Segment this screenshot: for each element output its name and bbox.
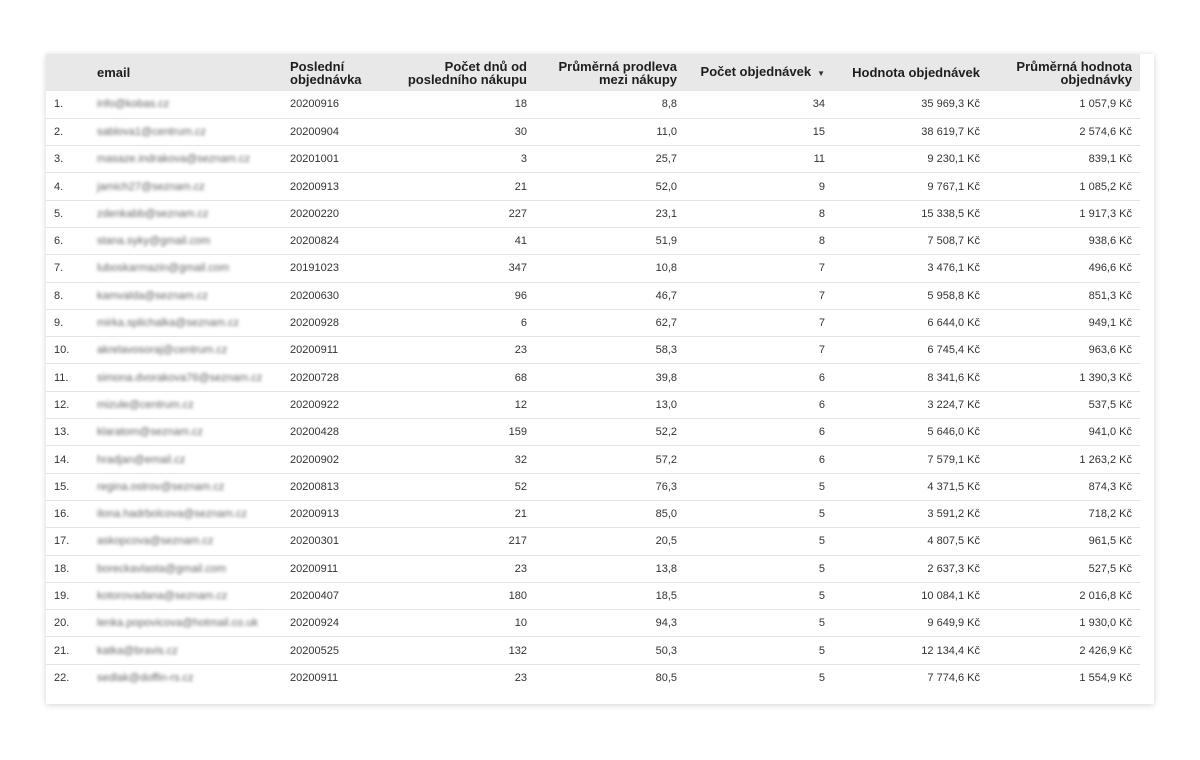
row-index: 16.	[54, 508, 70, 521]
row-index: 9.	[54, 317, 64, 330]
order-count-cell: 34	[812, 98, 825, 111]
order-value-cell: 8 341,6 Kč	[927, 371, 980, 384]
days-since-cell: 132	[508, 644, 527, 657]
avg-order-value-cell: 961,5 Kč	[1088, 535, 1132, 548]
avg-delay-cell: 94,3	[655, 617, 677, 630]
order-count-cell: 6	[818, 453, 825, 466]
order-value-cell: 9 230,1 Kč	[927, 153, 980, 166]
email-cell: simona.dvorakova76@seznam.cz	[97, 371, 263, 384]
header-index	[46, 54, 89, 91]
table-row[interactable]	[46, 255, 1140, 282]
last-order-cell: 20200924	[290, 617, 339, 630]
table-row[interactable]	[46, 200, 1140, 227]
order-value-cell: 5 958,8 Kč	[927, 289, 980, 302]
email-cell: ilona.hadrbolcova@seznam.cz	[97, 508, 247, 521]
avg-delay-cell: 76,3	[655, 480, 677, 493]
table-row[interactable]	[46, 118, 1140, 145]
email-cell: sedlak@doffin-rs.cz	[97, 672, 194, 685]
header-days-since-last-purchase[interactable]: Počet dnů od posledního nákupu	[407, 58, 527, 87]
table-header-row	[46, 54, 1140, 91]
avg-delay-cell: 85,0	[655, 508, 677, 521]
avg-order-value-cell: 1 917,3 Kč	[1079, 207, 1132, 220]
row-index: 13.	[54, 426, 70, 439]
order-count-cell: 7	[818, 289, 825, 302]
order-count-cell: 6	[818, 398, 825, 411]
header-avg-order-value[interactable]: Průměrná hodnota objednávky	[1016, 58, 1132, 87]
email-cell: regina.ostrov@seznam.cz	[97, 480, 225, 493]
header-avg-delay[interactable]: Průměrná prodleva mezi nákupy	[558, 58, 677, 87]
avg-delay-cell: 20,5	[655, 535, 677, 548]
days-since-cell: 96	[514, 289, 527, 302]
avg-order-value-cell: 1 390,3 Kč	[1079, 371, 1132, 384]
row-index: 18.	[54, 562, 70, 575]
order-count-cell: 5	[818, 508, 825, 521]
days-since-cell: 23	[514, 562, 527, 575]
table-row[interactable]	[46, 309, 1140, 336]
order-count-cell: 5	[818, 589, 825, 602]
order-value-cell: 3 476,1 Kč	[927, 262, 980, 275]
avg-delay-cell: 62,7	[655, 317, 677, 330]
days-since-cell: 30	[514, 125, 527, 138]
avg-order-value-cell: 1 930,0 Kč	[1079, 617, 1132, 630]
email-cell: info@kobas.cz	[97, 98, 170, 111]
email-cell: hradjan@email.cz	[97, 453, 186, 466]
avg-delay-cell: 46,7	[655, 289, 677, 302]
table-row[interactable]	[46, 446, 1140, 473]
email-cell: stana.syky@gmail.com	[97, 235, 211, 248]
avg-delay-cell: 52,2	[655, 426, 677, 439]
last-order-cell: 20191023	[290, 262, 339, 275]
table-row[interactable]	[46, 282, 1140, 309]
avg-order-value-cell: 2 426,9 Kč	[1079, 644, 1132, 657]
table-row[interactable]	[46, 364, 1140, 391]
header-email[interactable]: email	[97, 65, 131, 80]
avg-delay-cell: 52,0	[655, 180, 677, 193]
data-table-card	[46, 54, 1154, 704]
table-body	[46, 91, 1140, 692]
avg-order-value-cell: 938,6 Kč	[1088, 235, 1132, 248]
table-row[interactable]	[46, 528, 1140, 555]
avg-delay-cell: 50,3	[655, 644, 677, 657]
header-order-value[interactable]: Hodnota objednávek	[852, 65, 980, 80]
order-count-cell: 5	[818, 535, 825, 548]
last-order-cell: 20200911	[290, 344, 339, 357]
last-order-cell: 20200913	[290, 508, 339, 521]
avg-delay-cell: 57,2	[655, 453, 677, 466]
row-index: 8.	[54, 289, 64, 302]
row-index: 7.	[54, 262, 64, 275]
order-value-cell: 7 774,6 Kč	[927, 672, 980, 685]
email-cell: mirka.splichalka@seznam.cz	[97, 317, 239, 330]
row-index: 5.	[54, 207, 64, 220]
avg-delay-cell: 13,0	[655, 398, 677, 411]
order-count-cell: 7	[818, 344, 825, 357]
order-count-cell: 5	[818, 480, 825, 493]
avg-order-value-cell: 851,3 Kč	[1088, 289, 1132, 302]
row-index: 22.	[54, 672, 70, 685]
last-order-cell: 20200824	[290, 235, 339, 248]
email-cell: boreckavlasta@gmail.com	[97, 562, 227, 575]
days-since-cell: 23	[514, 672, 527, 685]
avg-delay-cell: 10,8	[655, 262, 677, 275]
row-index: 2.	[54, 125, 64, 138]
last-order-cell: 20200928	[290, 317, 339, 330]
days-since-cell: 41	[514, 235, 527, 248]
avg-order-value-cell: 2 574,6 Kč	[1079, 125, 1132, 138]
last-order-cell: 20200916	[290, 98, 339, 111]
last-order-cell: 20200525	[290, 644, 339, 657]
last-order-cell: 20200922	[290, 398, 339, 411]
days-since-cell: 6	[520, 317, 527, 330]
table-row[interactable]	[46, 419, 1140, 446]
order-count-cell: 6	[818, 371, 825, 384]
order-count-cell: 8	[818, 207, 825, 220]
table-row[interactable]	[46, 500, 1140, 527]
order-value-cell: 9 767,1 Kč	[927, 180, 980, 193]
table-row[interactable]	[46, 664, 1140, 691]
last-order-cell: 20201001	[290, 153, 339, 166]
order-value-cell: 9 649,9 Kč	[927, 617, 980, 630]
days-since-cell: 227	[508, 207, 527, 220]
avg-delay-cell: 39,8	[655, 371, 677, 384]
avg-delay-cell: 18,5	[655, 589, 677, 602]
order-value-cell: 2 637,3 Kč	[927, 562, 980, 575]
avg-order-value-cell: 1 057,9 Kč	[1079, 98, 1132, 111]
last-order-cell: 20200301	[290, 535, 339, 548]
order-count-cell: 8	[818, 235, 825, 248]
days-since-cell: 180	[508, 589, 527, 602]
table-row[interactable]	[46, 555, 1140, 582]
avg-order-value-cell: 718,2 Kč	[1088, 508, 1132, 521]
order-count-cell: 15	[812, 125, 825, 138]
row-index: 19.	[54, 589, 70, 602]
avg-delay-cell: 8,8	[661, 98, 677, 111]
last-order-cell: 20200813	[290, 480, 339, 493]
email-cell: zdenkabb@seznam.cz	[97, 207, 209, 220]
sort-descending-icon[interactable]: ▼	[817, 68, 825, 78]
last-order-cell: 20200630	[290, 289, 339, 302]
row-index: 10.	[54, 344, 70, 357]
avg-order-value-cell: 496,6 Kč	[1088, 262, 1132, 275]
last-order-cell: 20200902	[290, 453, 339, 466]
order-value-cell: 3 591,2 Kč	[927, 508, 980, 521]
avg-order-value-cell: 874,3 Kč	[1088, 480, 1132, 493]
email-cell: lenka.popovicova@hotmail.co.uk	[97, 617, 258, 630]
avg-order-value-cell: 949,1 Kč	[1088, 317, 1132, 330]
order-count-cell: 7	[818, 317, 825, 330]
last-order-cell: 20200913	[290, 180, 339, 193]
avg-order-value-cell: 1 554,9 Kč	[1079, 672, 1132, 685]
table-row[interactable]	[46, 337, 1140, 364]
row-index: 11.	[54, 371, 69, 384]
avg-order-value-cell: 1 263,2 Kč	[1079, 453, 1132, 466]
avg-delay-cell: 25,7	[655, 153, 677, 166]
avg-order-value-cell: 537,5 Kč	[1088, 398, 1132, 411]
order-value-cell: 38 619,7 Kč	[921, 125, 980, 138]
order-value-cell: 15 338,5 Kč	[921, 207, 980, 220]
row-index: 12.	[54, 398, 70, 411]
avg-delay-cell: 80,5	[655, 672, 677, 685]
header-order-count-label: Počet objednávek	[700, 64, 812, 80]
table-row[interactable]	[46, 173, 1140, 200]
avg-order-value-cell: 963,6 Kč	[1088, 344, 1132, 357]
email-cell: katka@bravis.cz	[97, 644, 178, 657]
days-since-cell: 12	[514, 398, 527, 411]
avg-delay-cell: 13,8	[655, 562, 677, 575]
avg-order-value-cell: 2 016,8 Kč	[1079, 589, 1132, 602]
order-value-cell: 35 969,3 Kč	[921, 98, 980, 111]
days-since-cell: 10	[514, 617, 527, 630]
table-row[interactable]	[46, 582, 1140, 609]
table-row[interactable]	[46, 473, 1140, 500]
order-value-cell: 4 371,5 Kč	[927, 480, 980, 493]
row-index: 14.	[54, 453, 70, 466]
email-cell: akrelavosoraj@centrum.cz	[97, 344, 228, 357]
table-row[interactable]	[46, 146, 1140, 173]
order-count-cell: 11	[813, 153, 825, 166]
order-count-cell: 9	[818, 180, 825, 193]
avg-delay-cell: 51,9	[655, 235, 677, 248]
order-count-cell: 5	[818, 672, 825, 685]
order-value-cell: 7 579,1 Kč	[927, 453, 980, 466]
avg-order-value-cell: 839,1 Kč	[1088, 153, 1132, 166]
order-count-cell: 5	[818, 644, 825, 657]
days-since-cell: 18	[514, 98, 527, 111]
order-value-cell: 10 084,1 Kč	[921, 589, 980, 602]
last-order-cell: 20200407	[290, 589, 339, 602]
email-cell: mizule@centrum.cz	[97, 398, 194, 411]
order-count-cell: 7	[818, 262, 825, 275]
email-cell: klaratom@seznam.cz	[97, 426, 203, 439]
order-value-cell: 4 807,5 Kč	[927, 535, 980, 548]
avg-delay-cell: 11,0	[656, 125, 677, 138]
avg-order-value-cell: 941,0 Kč	[1088, 426, 1132, 439]
last-order-cell: 20200904	[290, 125, 339, 138]
customer-orders-table	[46, 54, 1140, 692]
days-since-cell: 3	[520, 153, 527, 166]
email-cell: kotorovadana@seznam.cz	[97, 589, 228, 602]
email-cell: askopcova@seznam.cz	[97, 535, 214, 548]
avg-order-value-cell: 1 085,2 Kč	[1079, 180, 1132, 193]
last-order-cell: 20200728	[290, 371, 339, 384]
days-since-cell: 21	[514, 180, 527, 193]
table-row[interactable]	[46, 91, 1140, 118]
email-cell: kamvalda@seznam.cz	[97, 289, 208, 302]
days-since-cell: 21	[514, 508, 527, 521]
email-cell: masaze.indrakova@seznam.cz	[97, 153, 251, 166]
order-value-cell: 5 646,0 Kč	[927, 426, 980, 439]
header-last-order[interactable]: Poslední objednávka	[290, 58, 362, 87]
days-since-cell: 52	[514, 480, 527, 493]
order-count-cell: 5	[818, 562, 825, 575]
avg-delay-cell: 23,1	[655, 207, 677, 220]
row-index: 15.	[54, 480, 70, 493]
days-since-cell: 217	[508, 535, 527, 548]
order-value-cell: 6 745,4 Kč	[927, 344, 980, 357]
order-value-cell: 7 508,7 Kč	[927, 235, 980, 248]
order-value-cell: 3 224,7 Kč	[927, 398, 980, 411]
table-row[interactable]	[46, 391, 1140, 418]
email-cell: sablova1@centrum.cz	[97, 125, 206, 138]
header-order-count[interactable]	[685, 54, 833, 91]
table-row[interactable]	[46, 637, 1140, 664]
table-row[interactable]	[46, 227, 1140, 254]
row-index: 21.	[54, 644, 70, 657]
row-index: 1.	[54, 98, 64, 111]
order-count-cell: 5	[818, 617, 825, 630]
row-index: 6.	[54, 235, 64, 248]
days-since-cell: 68	[514, 371, 527, 384]
email-cell: jamich27@seznam.cz	[97, 180, 205, 193]
table-row[interactable]	[46, 610, 1140, 637]
avg-order-value-cell: 527,5 Kč	[1088, 562, 1132, 575]
order-count-cell: 6	[818, 426, 825, 439]
days-since-cell: 347	[508, 262, 527, 275]
email-cell: luboskarmazin@gmail.com	[97, 262, 230, 275]
row-index: 20.	[54, 617, 70, 630]
row-index: 4.	[54, 180, 64, 193]
order-value-cell: 6 644,0 Kč	[927, 317, 980, 330]
row-index: 17.	[54, 535, 70, 548]
order-value-cell: 12 134,4 Kč	[921, 644, 980, 657]
last-order-cell: 20200911	[290, 562, 339, 575]
last-order-cell: 20200911	[290, 672, 339, 685]
row-index: 3.	[54, 153, 64, 166]
avg-delay-cell: 58,3	[655, 344, 677, 357]
days-since-cell: 159	[508, 426, 527, 439]
last-order-cell: 20200220	[290, 207, 339, 220]
last-order-cell: 20200428	[290, 426, 339, 439]
days-since-cell: 32	[514, 453, 527, 466]
days-since-cell: 23	[514, 344, 527, 357]
